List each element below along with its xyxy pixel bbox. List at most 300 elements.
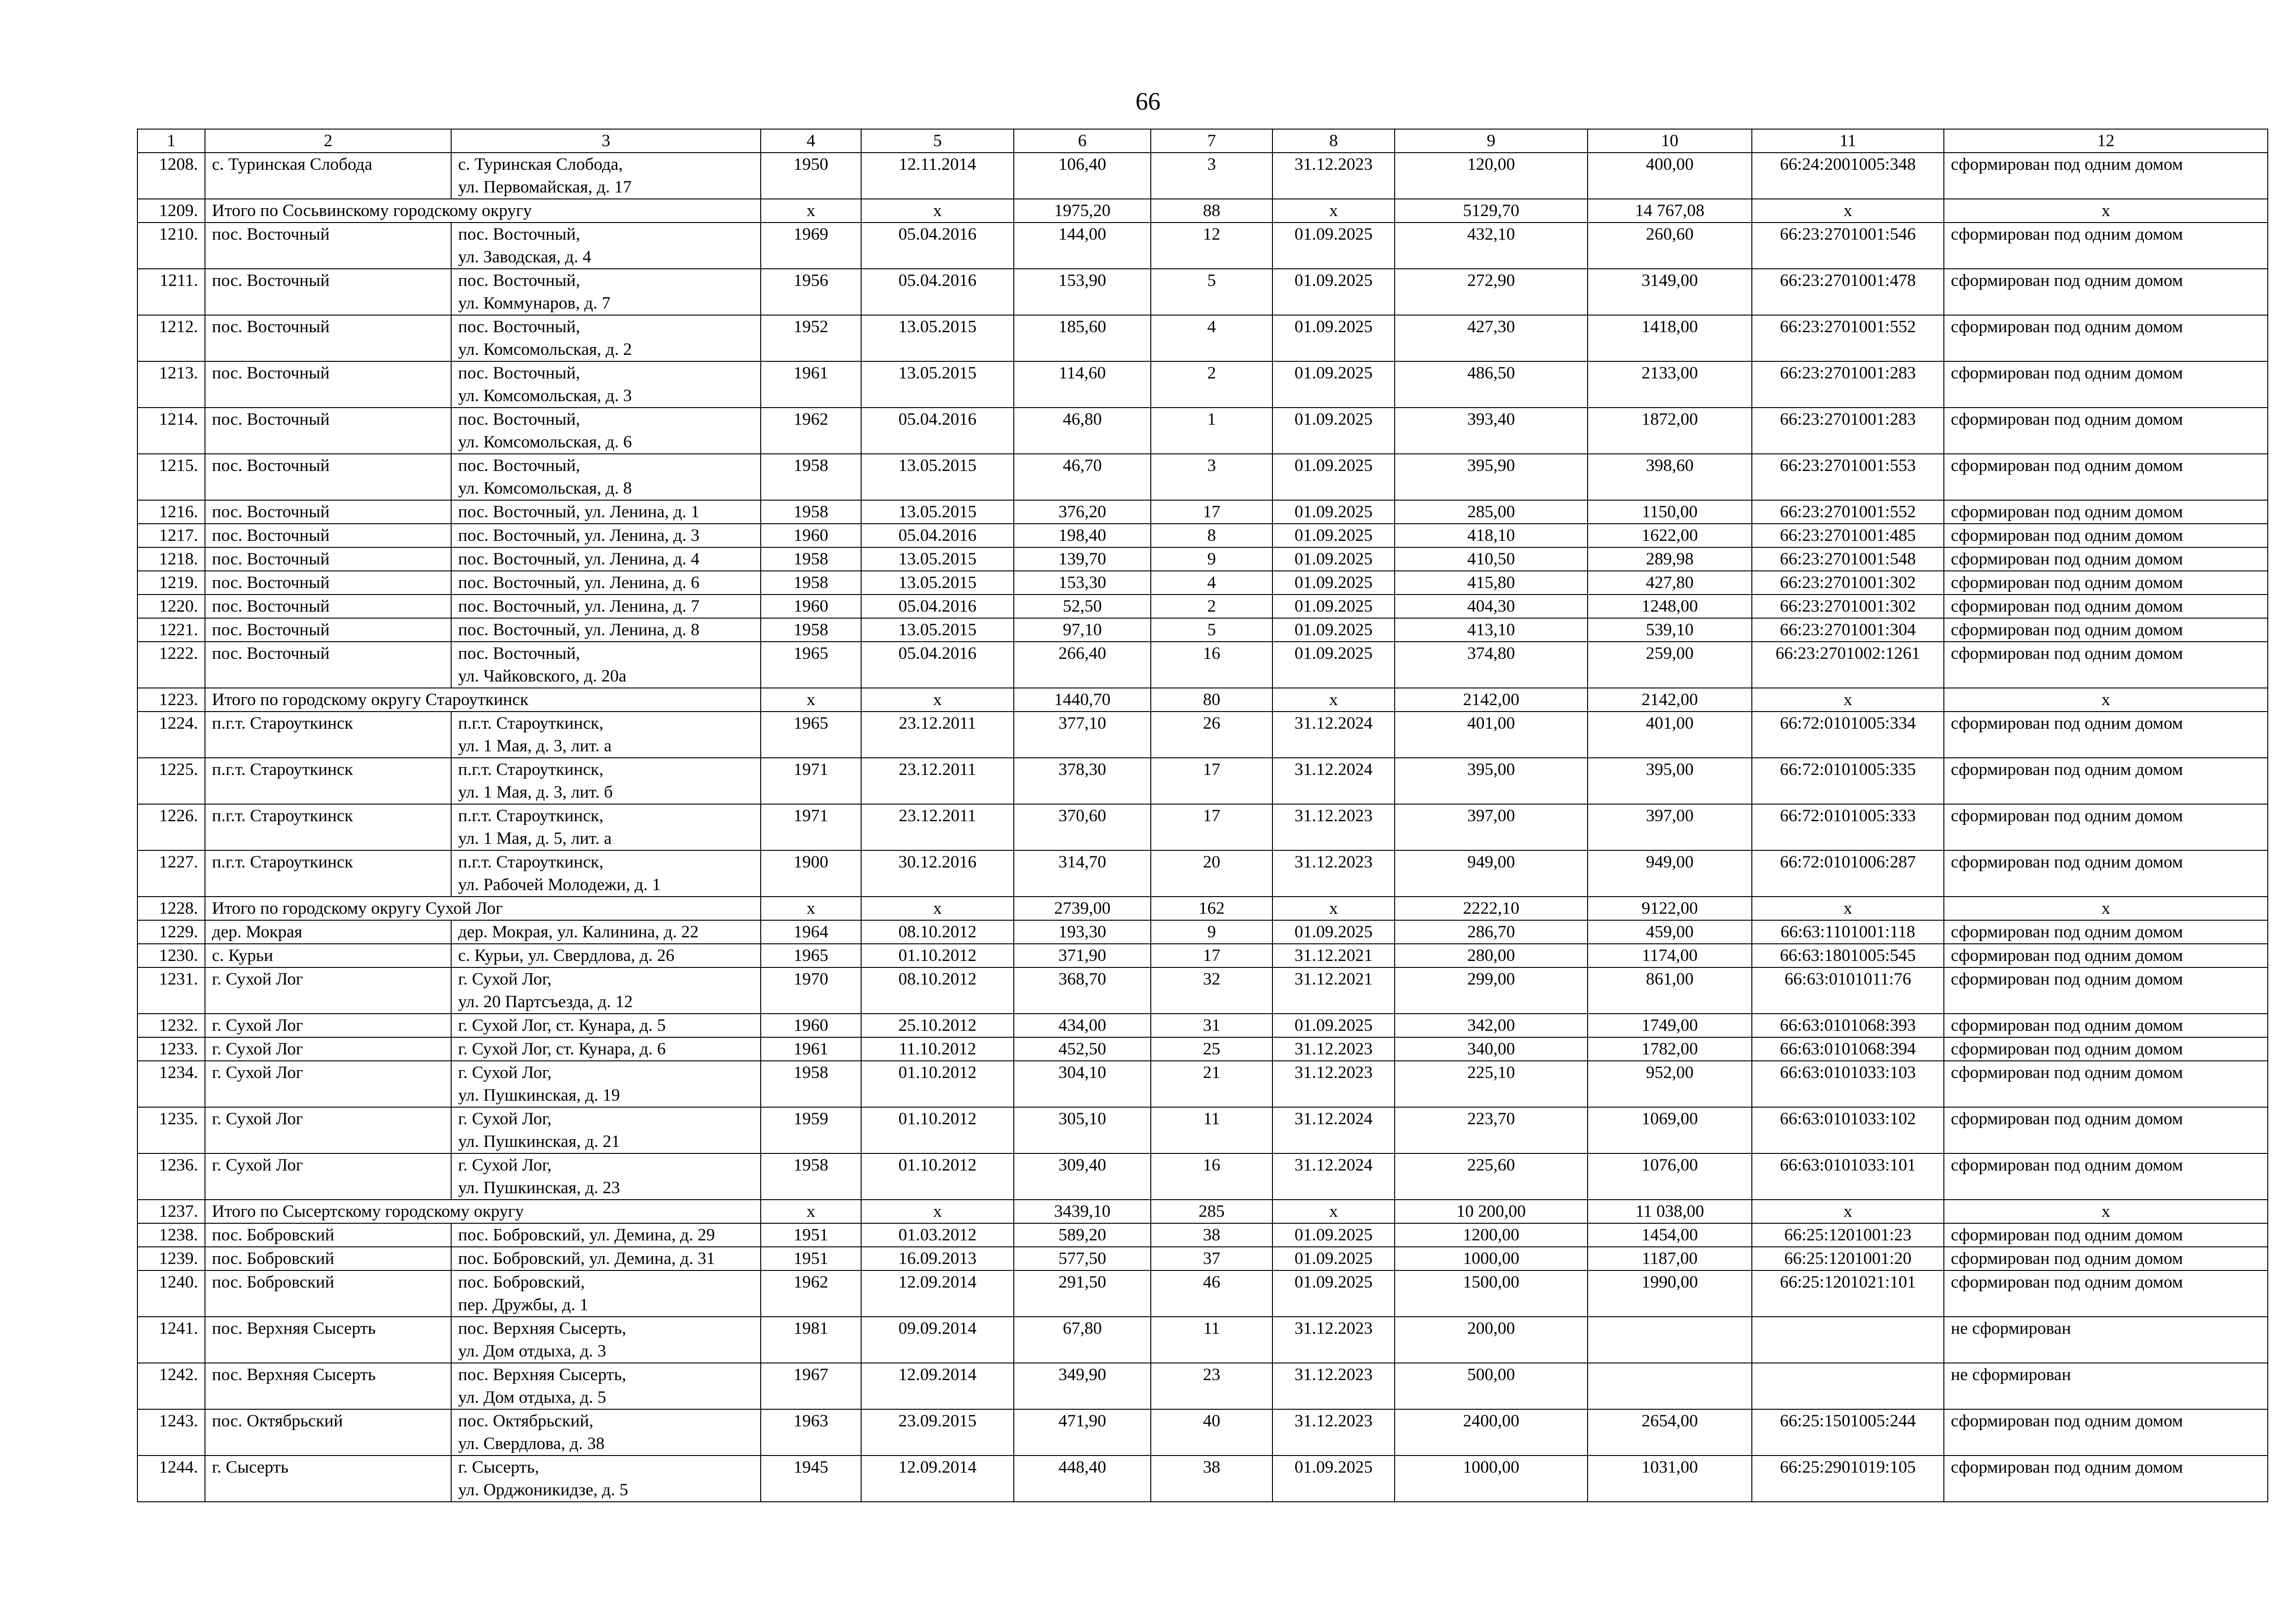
- date-cell: 13.05.2015: [861, 454, 1014, 500]
- cadastral-number-cell: 66:23:2701001:548: [1752, 547, 1944, 571]
- year-cell: 1945: [761, 1456, 861, 1502]
- date-cell: 23.09.2015: [861, 1409, 1014, 1456]
- table-row: [137, 1014, 2268, 1037]
- row-number-cell: 1229.: [137, 920, 205, 944]
- cadastral-number-cell: 66:72:0101005:334: [1752, 712, 1944, 758]
- area-cell: 314,70: [1014, 850, 1151, 897]
- table-row: [137, 920, 2268, 944]
- value-10-cell: 861,00: [1588, 967, 1752, 1014]
- area-cell: 448,40: [1014, 1456, 1151, 1502]
- cadastral-number-cell: 66:23:2701001:553: [1752, 454, 1944, 500]
- deadline-cell: 31.12.2024: [1272, 1153, 1395, 1200]
- table-row: [137, 223, 2268, 269]
- table-total-row: [137, 199, 2268, 223]
- value-9-cell: 413,10: [1395, 618, 1588, 642]
- status-cell: сформирован под одним домом: [1944, 595, 2268, 618]
- table-row: [137, 1247, 2268, 1270]
- address-line: пос. Восточный, ул. Ленина, д. 8: [458, 620, 700, 639]
- table-row: [137, 967, 2268, 1014]
- status-cell: сформирован под одним домом: [1944, 618, 2268, 642]
- value-10-cell: 1187,00: [1588, 1247, 1752, 1270]
- row-number-cell: 1212.: [137, 315, 205, 361]
- cadastral-number-cell: [1752, 1363, 1944, 1409]
- people-cell: 162: [1151, 897, 1272, 920]
- date-cell: 09.09.2014: [861, 1317, 1014, 1363]
- people-cell: 16: [1151, 642, 1272, 688]
- value-10-cell: 1031,00: [1588, 1456, 1752, 1502]
- address-line: п.г.т. Староуткинск,: [458, 714, 604, 733]
- value-10-cell: 14 767,08: [1588, 199, 1752, 223]
- value-10-cell: 397,00: [1588, 804, 1752, 850]
- area-cell: 3439,10: [1014, 1200, 1151, 1223]
- people-cell: 4: [1151, 315, 1272, 361]
- date-cell: 01.10.2012: [861, 1061, 1014, 1107]
- people-cell: 26: [1151, 712, 1272, 758]
- year-cell: 1960: [761, 1014, 861, 1037]
- status-cell: сформирован под одним домом: [1944, 361, 2268, 408]
- value-9-cell: 1500,00: [1395, 1270, 1588, 1317]
- year-cell: 1964: [761, 920, 861, 944]
- table-row: [137, 571, 2268, 595]
- year-cell: 1981: [761, 1317, 861, 1363]
- status-cell: сформирован под одним домом: [1944, 547, 2268, 571]
- deadline-cell: 31.12.2023: [1272, 804, 1395, 850]
- value-10-cell: 259,00: [1588, 642, 1752, 688]
- value-10-cell: 539,10: [1588, 618, 1752, 642]
- address-cell: [451, 712, 761, 758]
- value-10-cell: 1150,00: [1588, 500, 1752, 524]
- area-cell: 1975,20: [1014, 199, 1151, 223]
- area-cell: 114,60: [1014, 361, 1151, 408]
- row-number-cell: 1224.: [137, 712, 205, 758]
- table-row: [137, 1409, 2268, 1456]
- value-9-cell: 395,90: [1395, 454, 1588, 500]
- settlement-cell: г. Сухой Лог: [205, 967, 451, 1014]
- column-header: 12: [1944, 129, 2268, 153]
- area-cell: 471,90: [1014, 1409, 1151, 1456]
- deadline-cell: х: [1272, 688, 1395, 712]
- value-10-cell: 9122,00: [1588, 897, 1752, 920]
- deadline-cell: 01.09.2025: [1272, 1456, 1395, 1502]
- year-cell: 1969: [761, 223, 861, 269]
- settlement-cell: пос. Восточный: [205, 500, 451, 524]
- value-10-cell: 1622,00: [1588, 524, 1752, 547]
- deadline-cell: 01.09.2025: [1272, 618, 1395, 642]
- table-row: [137, 315, 2268, 361]
- value-9-cell: 223,70: [1395, 1107, 1588, 1153]
- value-10-cell: [1588, 1363, 1752, 1409]
- address-line: ул. Дом отдыха, д. 5: [458, 1388, 606, 1407]
- column-header: 7: [1151, 129, 1272, 153]
- address-line: пос. Восточный, ул. Ленина, д. 6: [458, 573, 700, 592]
- area-cell: 370,60: [1014, 804, 1151, 850]
- value-10-cell: 400,00: [1588, 153, 1752, 199]
- date-cell: х: [861, 688, 1014, 712]
- value-10-cell: 459,00: [1588, 920, 1752, 944]
- deadline-cell: 01.09.2025: [1272, 524, 1395, 547]
- total-label-cell: Итого по городскому округу Сухой Лог: [205, 897, 761, 920]
- address-cell: [451, 1037, 761, 1061]
- value-10-cell: 2142,00: [1588, 688, 1752, 712]
- date-cell: х: [861, 897, 1014, 920]
- value-10-cell: 1248,00: [1588, 595, 1752, 618]
- year-cell: 1958: [761, 547, 861, 571]
- deadline-cell: 31.12.2023: [1272, 1409, 1395, 1456]
- value-9-cell: 10 200,00: [1395, 1200, 1588, 1223]
- people-cell: 9: [1151, 920, 1272, 944]
- address-cell: [451, 223, 761, 269]
- value-10-cell: 3149,00: [1588, 269, 1752, 315]
- value-10-cell: 1069,00: [1588, 1107, 1752, 1153]
- row-number-cell: 1230.: [137, 944, 205, 967]
- status-cell: сформирован под одним домом: [1944, 712, 2268, 758]
- address-cell: [451, 315, 761, 361]
- status-cell: сформирован под одним домом: [1944, 920, 2268, 944]
- address-line: пос. Восточный,: [458, 364, 580, 383]
- deadline-cell: 01.09.2025: [1272, 547, 1395, 571]
- status-cell: сформирован под одним домом: [1944, 642, 2268, 688]
- status-cell: сформирован под одним домом: [1944, 315, 2268, 361]
- settlement-cell: пос. Восточный: [205, 618, 451, 642]
- people-cell: 17: [1151, 804, 1272, 850]
- area-cell: 349,90: [1014, 1363, 1151, 1409]
- table-row: [137, 454, 2268, 500]
- deadline-cell: х: [1272, 1200, 1395, 1223]
- deadline-cell: 01.09.2025: [1272, 269, 1395, 315]
- cadastral-number-cell: х: [1752, 1200, 1944, 1223]
- settlement-cell: пос. Восточный: [205, 223, 451, 269]
- table-row: [137, 618, 2268, 642]
- status-cell: сформирован под одним домом: [1944, 967, 2268, 1014]
- row-number-cell: 1241.: [137, 1317, 205, 1363]
- deadline-cell: 31.12.2023: [1272, 1317, 1395, 1363]
- people-cell: 21: [1151, 1061, 1272, 1107]
- table-row: [137, 361, 2268, 408]
- address-cell: [451, 595, 761, 618]
- date-cell: 13.05.2015: [861, 315, 1014, 361]
- row-number-cell: 1234.: [137, 1061, 205, 1107]
- area-cell: 309,40: [1014, 1153, 1151, 1200]
- address-line: г. Сухой Лог,: [458, 1063, 552, 1082]
- area-cell: 67,80: [1014, 1317, 1151, 1363]
- area-cell: 305,10: [1014, 1107, 1151, 1153]
- address-line: пос. Верхняя Сысерть,: [458, 1319, 627, 1338]
- people-cell: 3: [1151, 153, 1272, 199]
- address-line: ул. Комсомольская, д. 8: [458, 479, 632, 498]
- settlement-cell: пос. Бобровский: [205, 1270, 451, 1317]
- address-line: пер. Дружбы, д. 1: [458, 1295, 589, 1314]
- area-cell: 106,40: [1014, 153, 1151, 199]
- address-line: г. Сухой Лог,: [458, 970, 552, 989]
- people-cell: 9: [1151, 547, 1272, 571]
- address-line: г. Сысерть,: [458, 1458, 539, 1477]
- table-row: [137, 595, 2268, 618]
- status-cell: сформирован под одним домом: [1944, 408, 2268, 454]
- area-cell: 144,00: [1014, 223, 1151, 269]
- status-cell: сформирован под одним домом: [1944, 1270, 2268, 1317]
- deadline-cell: 01.09.2025: [1272, 315, 1395, 361]
- deadline-cell: 31.12.2024: [1272, 712, 1395, 758]
- settlement-cell: пос. Восточный: [205, 269, 451, 315]
- date-cell: 13.05.2015: [861, 571, 1014, 595]
- value-9-cell: 404,30: [1395, 595, 1588, 618]
- row-number-cell: 1228.: [137, 897, 205, 920]
- deadline-cell: 01.09.2025: [1272, 595, 1395, 618]
- year-cell: 1970: [761, 967, 861, 1014]
- cadastral-number-cell: [1752, 1317, 1944, 1363]
- address-line: ул. Коммунаров, д. 7: [458, 294, 611, 313]
- table-row: [137, 712, 2268, 758]
- area-cell: 291,50: [1014, 1270, 1151, 1317]
- cadastral-number-cell: 66:23:2701001:283: [1752, 361, 1944, 408]
- address-cell: [451, 1317, 761, 1363]
- date-cell: 01.10.2012: [861, 1153, 1014, 1200]
- status-cell: сформирован под одним домом: [1944, 454, 2268, 500]
- table-row: [137, 500, 2268, 524]
- value-10-cell: 1076,00: [1588, 1153, 1752, 1200]
- date-cell: 12.09.2014: [861, 1363, 1014, 1409]
- row-number-cell: 1240.: [137, 1270, 205, 1317]
- cadastral-number-cell: 66:63:0101011:76: [1752, 967, 1944, 1014]
- status-cell: сформирован под одним домом: [1944, 500, 2268, 524]
- address-line: ул. Орджоникидзе, д. 5: [458, 1481, 628, 1499]
- people-cell: 25: [1151, 1037, 1272, 1061]
- table-row: [137, 944, 2268, 967]
- table-row: [137, 804, 2268, 850]
- date-cell: 13.05.2015: [861, 500, 1014, 524]
- table-row: [137, 1270, 2268, 1317]
- row-number-cell: 1237.: [137, 1200, 205, 1223]
- value-9-cell: 225,60: [1395, 1153, 1588, 1200]
- table-total-row: [137, 1200, 2268, 1223]
- row-number-cell: 1232.: [137, 1014, 205, 1037]
- cadastral-number-cell: 66:23:2701001:302: [1752, 595, 1944, 618]
- value-10-cell: 398,60: [1588, 454, 1752, 500]
- status-cell: сформирован под одним домом: [1944, 571, 2268, 595]
- cadastral-number-cell: 66:23:2701001:546: [1752, 223, 1944, 269]
- address-line: ул. Пушкинская, д. 21: [458, 1132, 620, 1151]
- address-line: пос. Восточный,: [458, 225, 580, 244]
- date-cell: 12.09.2014: [861, 1270, 1014, 1317]
- people-cell: 11: [1151, 1107, 1272, 1153]
- year-cell: 1965: [761, 944, 861, 967]
- address-cell: [451, 454, 761, 500]
- value-10-cell: 1174,00: [1588, 944, 1752, 967]
- cadastral-number-cell: 66:25:1501005:244: [1752, 1409, 1944, 1456]
- year-cell: х: [761, 897, 861, 920]
- status-cell: сформирован под одним домом: [1944, 1223, 2268, 1247]
- value-10-cell: 427,80: [1588, 571, 1752, 595]
- year-cell: 1958: [761, 454, 861, 500]
- deadline-cell: 31.12.2024: [1272, 758, 1395, 804]
- people-cell: 3: [1151, 454, 1272, 500]
- cadastral-number-cell: 66:63:0101068:393: [1752, 1014, 1944, 1037]
- cadastral-number-cell: 66:23:2701001:485: [1752, 524, 1944, 547]
- address-line: г. Сухой Лог,: [458, 1156, 552, 1175]
- people-cell: 8: [1151, 524, 1272, 547]
- status-cell: сформирован под одним домом: [1944, 850, 2268, 897]
- value-9-cell: 299,00: [1395, 967, 1588, 1014]
- area-cell: 185,60: [1014, 315, 1151, 361]
- year-cell: 1958: [761, 500, 861, 524]
- settlement-cell: пос. Восточный: [205, 408, 451, 454]
- total-label-cell: Итого по Сосьвинскому городскому округу: [205, 199, 761, 223]
- settlement-cell: пос. Восточный: [205, 524, 451, 547]
- address-cell: [451, 1456, 761, 1502]
- value-9-cell: 285,00: [1395, 500, 1588, 524]
- year-cell: х: [761, 1200, 861, 1223]
- table-row: [137, 1037, 2268, 1061]
- status-cell: сформирован под одним домом: [1944, 1153, 2268, 1200]
- deadline-cell: 01.09.2025: [1272, 920, 1395, 944]
- address-line: пос. Бобровский, ул. Демина, д. 31: [458, 1249, 715, 1268]
- area-cell: 376,20: [1014, 500, 1151, 524]
- address-line: г. Сухой Лог,: [458, 1109, 552, 1128]
- address-cell: [451, 1107, 761, 1153]
- people-cell: 40: [1151, 1409, 1272, 1456]
- date-cell: 11.10.2012: [861, 1037, 1014, 1061]
- address-line: пос. Бобровский,: [458, 1273, 585, 1292]
- row-number-cell: 1222.: [137, 642, 205, 688]
- settlement-cell: с. Курьи: [205, 944, 451, 967]
- date-cell: х: [861, 199, 1014, 223]
- deadline-cell: 01.09.2025: [1272, 454, 1395, 500]
- row-number-cell: 1227.: [137, 850, 205, 897]
- settlement-cell: пос. Восточный: [205, 361, 451, 408]
- address-line: п.г.т. Староуткинск,: [458, 760, 604, 779]
- address-line: ул. Дом отдыха, д. 3: [458, 1342, 606, 1361]
- area-cell: 371,90: [1014, 944, 1151, 967]
- table-body: [137, 153, 2268, 1502]
- address-cell: [451, 642, 761, 688]
- address-line: пос. Восточный, ул. Ленина, д. 3: [458, 526, 700, 545]
- people-cell: 17: [1151, 500, 1272, 524]
- address-cell: [451, 1153, 761, 1200]
- status-cell: х: [1944, 199, 2268, 223]
- row-number-cell: 1223.: [137, 688, 205, 712]
- date-cell: 08.10.2012: [861, 967, 1014, 1014]
- settlement-cell: пос. Верхняя Сысерть: [205, 1363, 451, 1409]
- settlement-cell: дер. Мокрая: [205, 920, 451, 944]
- date-cell: 25.10.2012: [861, 1014, 1014, 1037]
- year-cell: 1951: [761, 1223, 861, 1247]
- settlement-cell: пос. Октябрьский: [205, 1409, 451, 1456]
- row-number-cell: 1215.: [137, 454, 205, 500]
- deadline-cell: 01.09.2025: [1272, 408, 1395, 454]
- area-cell: 46,70: [1014, 454, 1151, 500]
- year-cell: 1958: [761, 1153, 861, 1200]
- address-cell: [451, 618, 761, 642]
- address-cell: [451, 804, 761, 850]
- year-cell: 1956: [761, 269, 861, 315]
- value-9-cell: 415,80: [1395, 571, 1588, 595]
- date-cell: 05.04.2016: [861, 223, 1014, 269]
- value-9-cell: 418,10: [1395, 524, 1588, 547]
- table-row: [137, 1107, 2268, 1153]
- row-number-cell: 1213.: [137, 361, 205, 408]
- cadastral-number-cell: 66:23:2701002:1261: [1752, 642, 1944, 688]
- address-line: г. Сухой Лог, ст. Кунара, д. 5: [458, 1016, 666, 1035]
- table-row: [137, 1223, 2268, 1247]
- date-cell: 16.09.2013: [861, 1247, 1014, 1270]
- status-cell: сформирован под одним домом: [1944, 758, 2268, 804]
- value-10-cell: 1990,00: [1588, 1270, 1752, 1317]
- date-cell: 30.12.2016: [861, 850, 1014, 897]
- address-cell: [451, 1014, 761, 1037]
- year-cell: 1959: [761, 1107, 861, 1153]
- deadline-cell: 31.12.2023: [1272, 850, 1395, 897]
- value-9-cell: 280,00: [1395, 944, 1588, 967]
- address-cell: [451, 361, 761, 408]
- table-row: [137, 269, 2268, 315]
- deadline-cell: 01.09.2025: [1272, 571, 1395, 595]
- cadastral-number-cell: 66:23:2701001:283: [1752, 408, 1944, 454]
- settlement-cell: с. Туринская Слобода: [205, 153, 451, 199]
- address-cell: [451, 1223, 761, 1247]
- cadastral-number-cell: 66:23:2701001:302: [1752, 571, 1944, 595]
- year-cell: 1961: [761, 361, 861, 408]
- value-9-cell: 397,00: [1395, 804, 1588, 850]
- area-cell: 589,20: [1014, 1223, 1151, 1247]
- people-cell: 5: [1151, 618, 1272, 642]
- address-cell: [451, 850, 761, 897]
- settlement-cell: г. Сухой Лог: [205, 1153, 451, 1200]
- address-line: пос. Восточный,: [458, 456, 580, 475]
- date-cell: 05.04.2016: [861, 408, 1014, 454]
- deadline-cell: 01.09.2025: [1272, 361, 1395, 408]
- cadastral-number-cell: 66:72:0101005:335: [1752, 758, 1944, 804]
- table-row: [137, 1153, 2268, 1200]
- area-cell: 46,80: [1014, 408, 1151, 454]
- people-cell: 38: [1151, 1456, 1272, 1502]
- address-line: ул. Первомайская, д. 17: [458, 178, 632, 197]
- value-10-cell: 2133,00: [1588, 361, 1752, 408]
- value-10-cell: 1418,00: [1588, 315, 1752, 361]
- year-cell: х: [761, 688, 861, 712]
- column-header: 1: [137, 129, 205, 153]
- area-cell: 434,00: [1014, 1014, 1151, 1037]
- cadastral-number-cell: 66:23:2701001:304: [1752, 618, 1944, 642]
- status-cell: не сформирован: [1944, 1363, 2268, 1409]
- row-number-cell: 1233.: [137, 1037, 205, 1061]
- deadline-cell: 31.12.2023: [1272, 1363, 1395, 1409]
- settlement-cell: пос. Верхняя Сысерть: [205, 1317, 451, 1363]
- people-cell: 16: [1151, 1153, 1272, 1200]
- status-cell: сформирован под одним домом: [1944, 1409, 2268, 1456]
- value-9-cell: 2142,00: [1395, 688, 1588, 712]
- address-cell: [451, 524, 761, 547]
- address-line: с. Туринская Слобода,: [458, 155, 623, 174]
- address-cell: [451, 408, 761, 454]
- people-cell: 5: [1151, 269, 1272, 315]
- value-10-cell: 1454,00: [1588, 1223, 1752, 1247]
- cadastral-number-cell: 66:63:0101033:101: [1752, 1153, 1944, 1200]
- date-cell: 23.12.2011: [861, 804, 1014, 850]
- deadline-cell: 01.09.2025: [1272, 500, 1395, 524]
- address-line: ул. Рабочей Молодежи, д. 1: [458, 875, 661, 894]
- column-header: 3: [451, 129, 761, 153]
- address-line: ул. Комсомольская, д. 3: [458, 386, 632, 405]
- address-cell: [451, 1061, 761, 1107]
- row-number-cell: 1210.: [137, 223, 205, 269]
- cadastral-number-cell: 66:25:1201001:23: [1752, 1223, 1944, 1247]
- address-cell: [451, 1363, 761, 1409]
- status-cell: х: [1944, 897, 2268, 920]
- area-cell: 153,90: [1014, 269, 1151, 315]
- status-cell: сформирован под одним домом: [1944, 804, 2268, 850]
- area-cell: 452,50: [1014, 1037, 1151, 1061]
- table-row: [137, 408, 2268, 454]
